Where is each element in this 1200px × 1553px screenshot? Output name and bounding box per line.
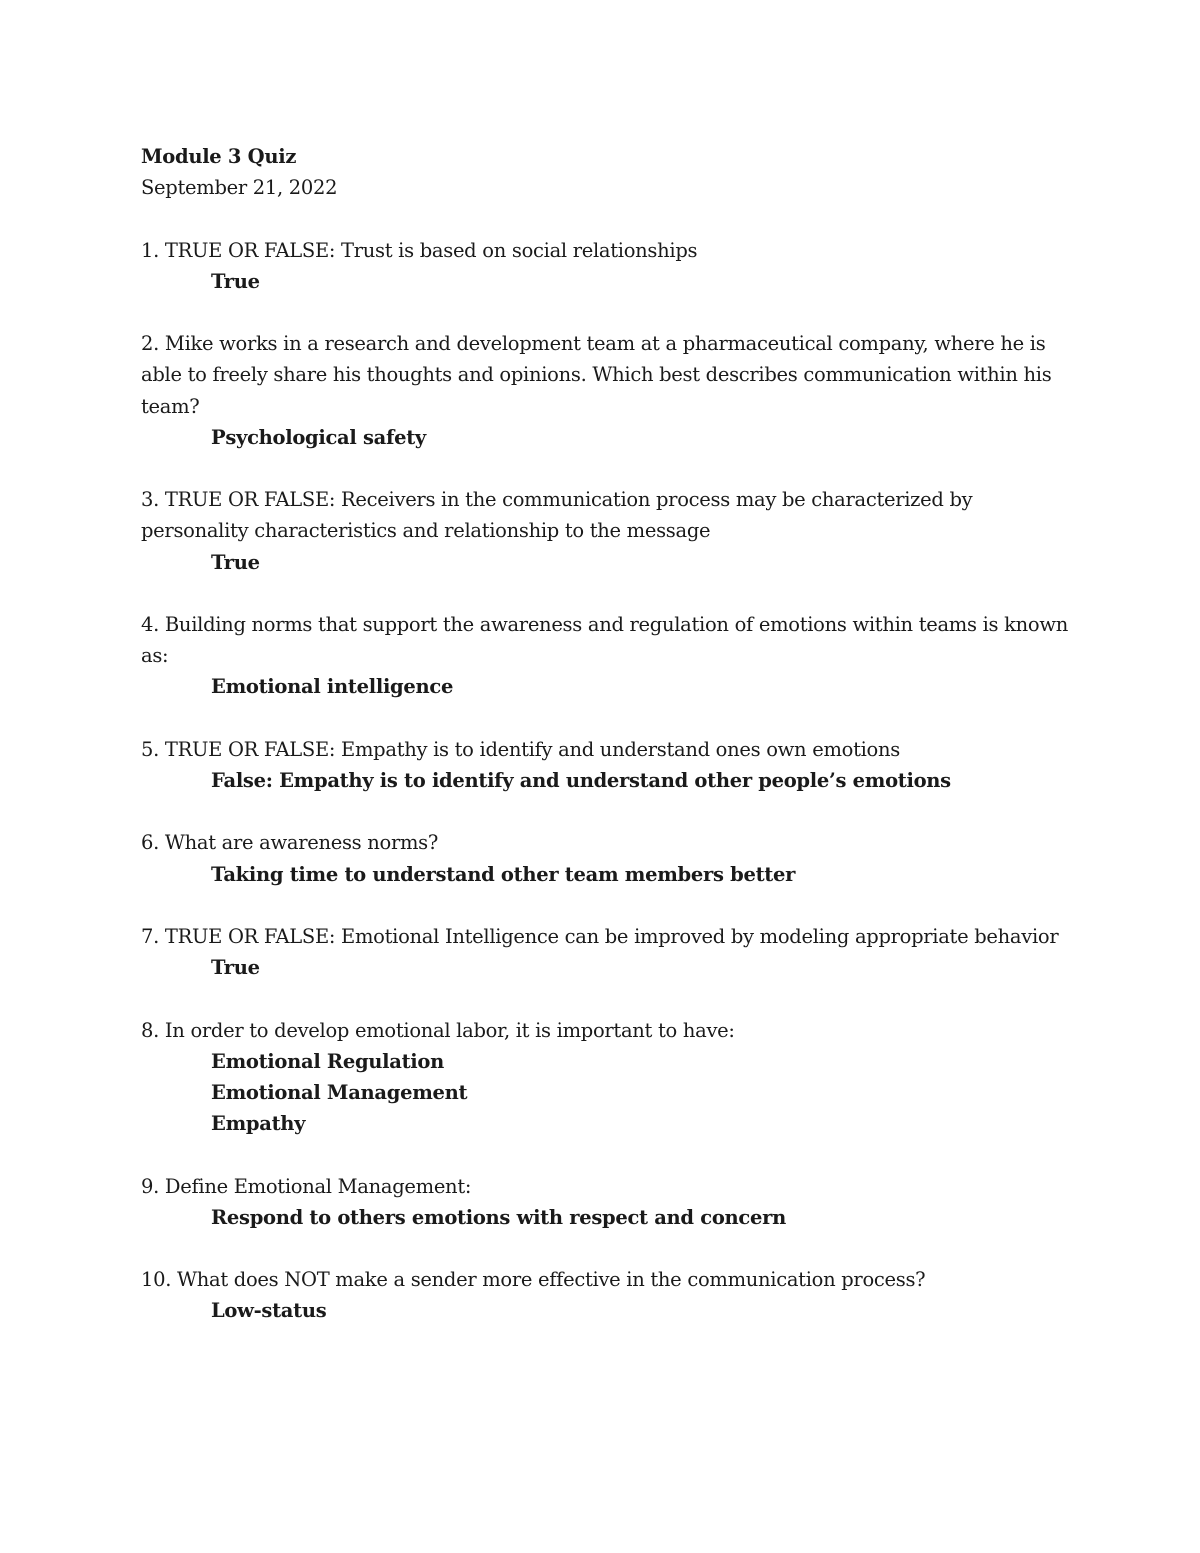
question-1: [141, 235, 1071, 297]
question-text: 3. TRUE OR FALSE: Receivers in the communication process may be characterized by personality characteristics and relationship to the message: [141, 488, 973, 543]
answer-text: False: Empathy is to identify and understand other people’s emotions: [211, 768, 951, 792]
document-title: Module 3 Quiz: [141, 145, 297, 168]
question-text: 8. In order to develop emotional labor, it is important to have:: [141, 1018, 735, 1042]
question-text: 9. Define Emotional Management:: [141, 1174, 472, 1198]
answer-text: Emotional intelligence: [211, 675, 454, 699]
answer-text: Taking time to understand other team members better: [211, 862, 796, 886]
question-text: 4. Building norms that support the awareness and regulation of emotions within teams is known as:: [141, 612, 1069, 668]
answer-text: True: [211, 269, 260, 293]
answer-text: Empathy: [211, 1112, 306, 1136]
question-text: 5. TRUE OR FALSE: Empathy is to identify and understand ones own emotions: [141, 737, 900, 761]
document-date: September 21, 2022: [141, 176, 338, 200]
question-10: [141, 1264, 1071, 1326]
question-text: 1. TRUE OR FALSE: Trust is based on social relationships: [141, 238, 698, 262]
question-5: [141, 734, 1071, 796]
answer-text: Emotional Management: [211, 1080, 468, 1104]
question-text: 2. Mike works in a research and development team at a pharmaceutical company, where he is able to freely share his thoughts and opinions. Which best describes communication within his team?: [141, 332, 1052, 418]
answer-text: Psychological safety: [211, 425, 426, 449]
answer-text: True: [211, 550, 260, 574]
answer-text: True: [211, 956, 260, 980]
question-3: [141, 484, 1071, 578]
document-page: [141, 141, 1071, 1358]
question-7: [141, 921, 1071, 983]
question-text: 7. TRUE OR FALSE: Emotional Intelligence can be improved by modeling appropriate behavior: [141, 924, 1059, 948]
answer-text: Low-status: [211, 1299, 327, 1323]
question-text: 6. What are awareness norms?: [141, 831, 439, 855]
question-6: [141, 827, 1071, 889]
answer-text: Respond to others emotions with respect and concern: [211, 1205, 786, 1229]
question-8: [141, 1015, 1071, 1140]
question-4: [141, 609, 1071, 703]
question-2: [141, 328, 1071, 453]
question-text: 10. What does NOT make a sender more effective in the communication process?: [141, 1268, 926, 1292]
answer-text: Emotional Regulation: [211, 1049, 444, 1073]
question-9: [141, 1171, 1071, 1233]
